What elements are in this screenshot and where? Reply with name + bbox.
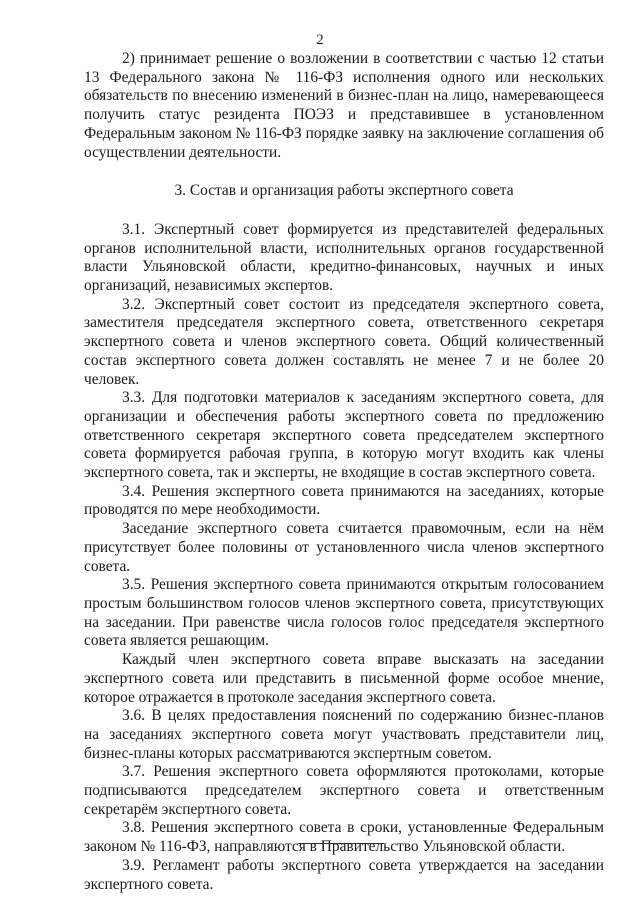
paragraph-3-2: 3.2. Экспертный совет состоит из председателя экспертного совета, заместителя председателя экспертного совета, ответственного секретаря экспертного совета и членов экспертного совета. Общий количественный состав экспертного совета должен составлять не менее 7 и не более 20 человек. — [84, 295, 604, 388]
paragraph-3-5: 3.5. Решения экспертного совета принимаются открытым голосованием простым большинством голосов членов экспертного совета, присутствующих на заседании. При равенстве числа голосов голос председателя экспертного совета является решающим. — [84, 576, 604, 650]
paragraph-3-9: 3.9. Регламент работы экспертного совета утверждается на заседании экспертного совета. — [84, 856, 604, 893]
section-heading: 3. Состав и организация работы экспертного совета — [174, 182, 514, 200]
paragraph-3-3: 3.3. Для подготовки материалов к заседаниям экспертного совета, для организации и обеспечения работы экспертного совета по предложению ответственного секретаря экспертного совета председателем экспертного совета формируется рабочая группа, в которую могут входить как члены экспертного совета, так и эксперты, не входящие в состав экспертного совета. — [84, 389, 604, 482]
paragraph-3-4: 3.4. Решения экспертного совета принимаются на заседаниях, которые проводятся по мере необходимости. — [84, 482, 604, 519]
paragraph-3-4-quorum: Заседание экспертного совета считается правомочным, если на нём присутствует более половины от установленного числа членов экспертного совета. — [84, 520, 604, 575]
paragraph-3-8: 3.8. Решения экспертного совета в сроки, установленные Федеральным законом № 116-ФЗ, направляются в Правительство Ульяновской области. — [84, 819, 604, 856]
paragraph-3-5-dissent: Каждый член экспертного совета вправе высказать на заседании экспертного совета или представить в письменной форме особое мнение, которое отражается в протоколе заседания экспертного совета. — [84, 651, 604, 706]
page-number: 2 — [316, 32, 324, 48]
end-of-document-line — [298, 843, 384, 844]
paragraph-3-1: 3.1. Экспертный совет формируется из представителей федеральных органов исполнительной власти, исполнительных органов государственной власти Ульяновской области, кредитно-финансовых, научных и иных организаций, независимых экспертов. — [84, 220, 604, 295]
paragraph-3-7: 3.7. Решения экспертного совета оформляются протоколами, которые подписываются председателем экспертного совета и ответственным секретарём экспертного совета. — [84, 763, 604, 818]
paragraph-3-6: 3.6. В целях предоставления пояснений по содержанию бизнес-планов на заседаниях экспертного совета могут участвовать представители лиц, бизнес-планы которых рассматриваются экспертным советом. — [84, 707, 604, 762]
intro-paragraph: 2) принимает решение о возложении в соответствии с частью 12 статьи 13 Федерального закона № 116-ФЗ исполнения одного или нескольких обязательств по внесению изменений в бизнес-план на лицо, намеревающееся получить статус резидента ПОЭЗ и представившее в установленном Федеральным законом № 116-ФЗ порядке заявку на заключение соглашения об осуществлении деятельности. — [84, 50, 604, 161]
document-body — [84, 50, 604, 894]
